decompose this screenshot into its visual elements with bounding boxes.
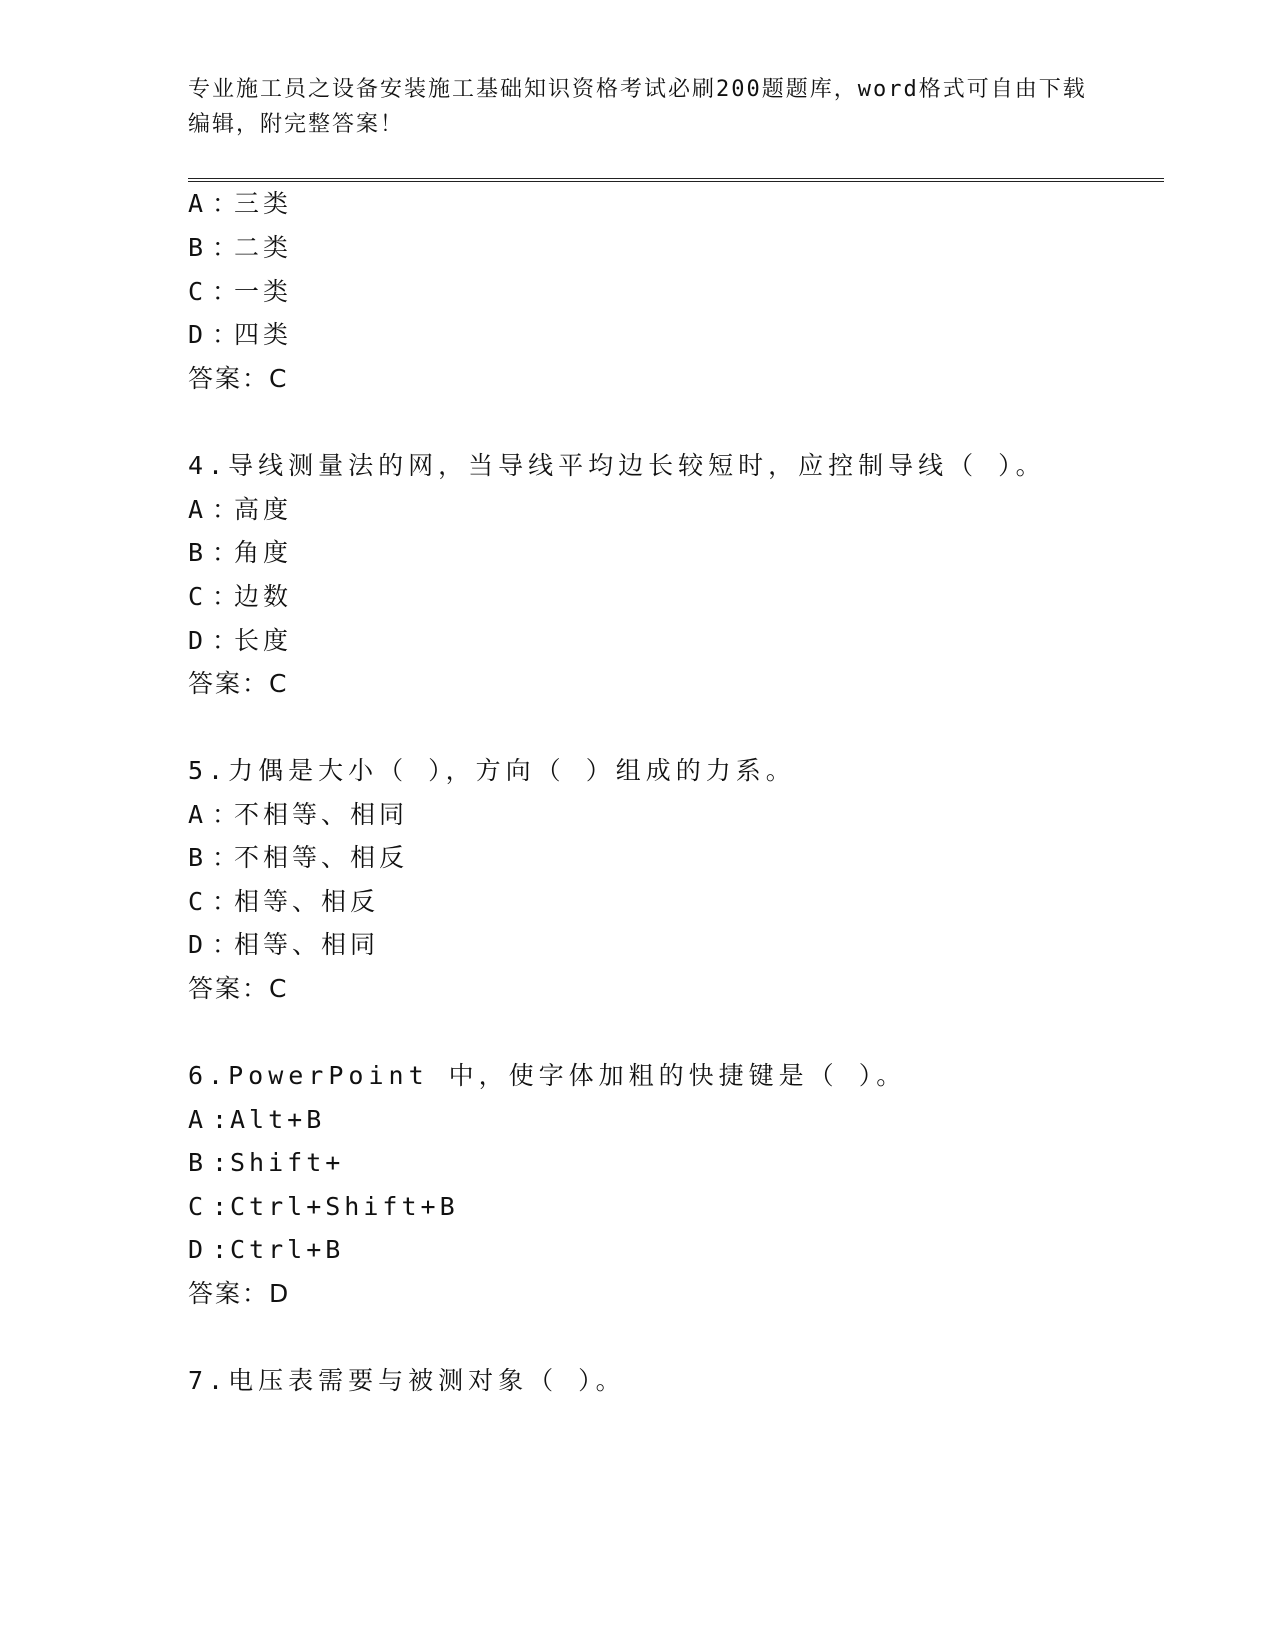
option-letter: A — [188, 800, 208, 829]
q4-answer: 答案：C — [188, 669, 289, 698]
q6-answer: 答案：D — [188, 1279, 291, 1308]
option-letter: C — [188, 277, 208, 306]
option-letter: B — [188, 233, 208, 262]
q4-option-d — [188, 624, 292, 658]
option-separator: ： — [212, 233, 242, 262]
option-letter: C — [188, 887, 208, 916]
option-separator: ： — [212, 277, 242, 306]
option-letter: C — [188, 1192, 208, 1221]
q3-option-a — [188, 187, 292, 221]
option-separator: ： — [212, 495, 242, 524]
q5-option-d — [188, 928, 379, 962]
document-header — [188, 72, 1088, 142]
q5-option-b — [188, 841, 408, 875]
option-letter: A — [188, 189, 208, 218]
option-letter: D — [188, 320, 208, 349]
option-letter: B — [188, 843, 208, 872]
q6-option-b — [188, 1146, 344, 1180]
option-text: 四类 — [234, 320, 293, 349]
option-separator: ： — [212, 800, 242, 829]
option-separator: : — [212, 1148, 232, 1177]
q6-option-a — [188, 1103, 325, 1137]
q3-option-c — [188, 275, 292, 309]
option-text: 长度 — [234, 626, 293, 655]
option-separator: ： — [212, 189, 242, 218]
option-text: 不相等、相反 — [234, 843, 409, 872]
option-text: 高度 — [234, 495, 293, 524]
option-separator: ： — [212, 538, 242, 567]
q4-stem: 4.导线测量法的网，当导线平均边长较短时，应控制导线（ ）。 — [188, 451, 1046, 480]
option-text: Ctrl+Shift+B — [230, 1192, 459, 1221]
q7-stem: 7.电压表需要与被测对象（ ）。 — [188, 1366, 626, 1395]
q5-stem: 5.力偶是大小（ ），方向（ ）组成的力系。 — [188, 756, 796, 785]
option-text: 相等、相同 — [234, 930, 380, 959]
option-text: Shift+ — [230, 1148, 345, 1177]
option-text: Ctrl+B — [230, 1235, 345, 1264]
option-text: 三类 — [234, 189, 293, 218]
option-text: 角度 — [234, 538, 293, 567]
option-separator: ： — [212, 930, 242, 959]
option-separator: ： — [212, 887, 242, 916]
option-separator: ： — [212, 320, 242, 349]
header-double-rule — [188, 178, 1164, 182]
option-text: 二类 — [234, 233, 293, 262]
q5-answer: 答案：C — [188, 974, 289, 1003]
option-separator: : — [212, 1192, 232, 1221]
q4-option-a — [188, 493, 292, 527]
option-letter: A — [188, 495, 208, 524]
q3-answer: 答案：C — [188, 364, 289, 393]
q6-stem: 6.PowerPoint 中，使字体加粗的快捷键是（ ）。 — [188, 1061, 907, 1090]
q6-option-c — [188, 1190, 459, 1224]
q4-option-c — [188, 580, 292, 614]
option-separator: ： — [212, 626, 242, 655]
option-letter: B — [188, 1148, 208, 1177]
q3-option-b — [188, 231, 292, 265]
option-separator: : — [212, 1105, 232, 1134]
option-letter: A — [188, 1105, 208, 1134]
option-separator: ： — [212, 843, 242, 872]
option-text: 不相等、相同 — [234, 800, 409, 829]
q3-option-d — [188, 318, 292, 352]
option-text: 一类 — [234, 277, 293, 306]
document-title: 专业施工员之设备安装施工基础知识资格考试必刷200题题库，word格式可自由下载编辑，附完整答案！ — [188, 77, 1087, 137]
q5-option-c — [188, 885, 379, 919]
option-letter: D — [188, 1235, 208, 1264]
q6-option-d — [188, 1233, 344, 1267]
option-letter: D — [188, 930, 208, 959]
option-letter: D — [188, 626, 208, 655]
option-text: 相等、相反 — [234, 887, 380, 916]
q5-option-a — [188, 798, 408, 832]
q4-option-b — [188, 536, 292, 570]
option-letter: B — [188, 538, 208, 567]
option-separator: : — [212, 1235, 232, 1264]
option-text: Alt+B — [230, 1105, 326, 1134]
option-letter: C — [188, 582, 208, 611]
option-text: 边数 — [234, 582, 293, 611]
option-separator: ： — [212, 582, 242, 611]
